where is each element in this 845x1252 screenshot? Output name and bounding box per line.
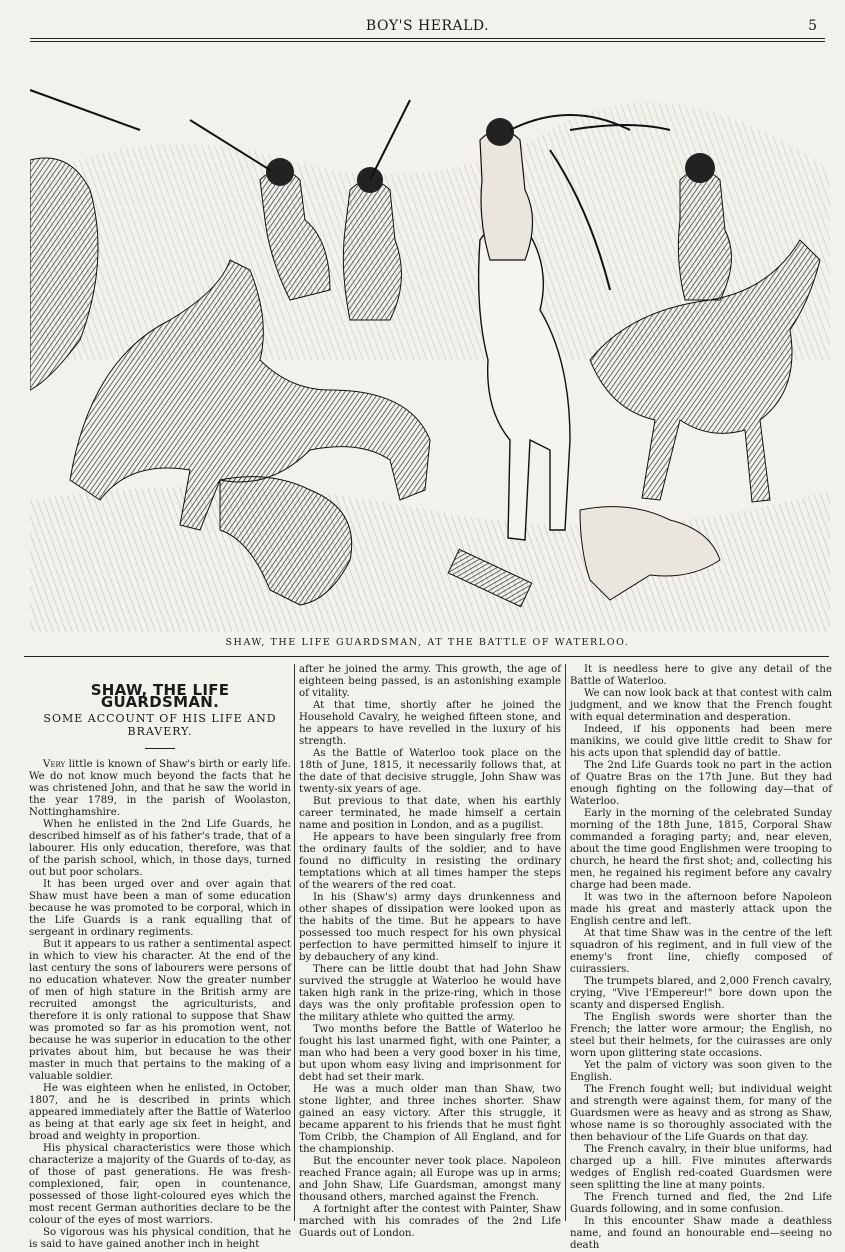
paragraph: It has been urged over and over again that Shaw must have been a man of some education because he was promoted to be corporal, which in the Life Guards is a rank equalling that of sergeant in ordinary regiments. bbox=[29, 879, 291, 938]
paragraph: A fortnight after the contest with Painter, Shaw marched with his comrades of the 2nd Life Guards out of London. bbox=[299, 1204, 561, 1239]
section-divider bbox=[24, 656, 829, 657]
paragraph: But previous to that date, when his earthly career terminated, he made himself a certain name and position in London, and as a pugilist. bbox=[299, 796, 561, 831]
paragraph: It was two in the afternoon before Napoleon made his great and masterly attack upon the English centre and left. bbox=[570, 892, 832, 927]
paragraph: The French fought well; but individual weight and strength were against them, for many of the Guardsmen were as heavy and as strong as Shaw, whose name is so thoroughly associated with the then behaviour of the Life Guards on that day. bbox=[570, 1084, 832, 1143]
paragraph: The 2nd Life Guards took no part in the action of Quatre Bras on the 17th June. But they had enough fighting on the following day—that of Waterloo. bbox=[570, 760, 832, 807]
paragraph: But the encounter never took place. Napoleon reached France again; all Europe was up in arms; and John Shaw, Life Guardsman, amongst many thousand others, marched against the French. bbox=[299, 1156, 561, 1203]
paragraph: It is needless here to give any detail of the Battle of Waterloo. bbox=[570, 664, 832, 687]
paragraph: Indeed, if his opponents had been mere manikins, we could give little credit to Shaw for his acts upon that splendid day of battle. bbox=[570, 724, 832, 759]
column-rule bbox=[565, 664, 566, 1221]
masthead bbox=[30, 14, 825, 42]
paragraph: In this encounter Shaw made a deathless name, and found an honourable end—seeing no death bbox=[570, 1216, 832, 1251]
paragraph: So vigorous was his physical condition, that he is said to have gained another inch in height bbox=[29, 1227, 291, 1250]
article-column-1 bbox=[29, 664, 291, 1251]
paragraph: The trumpets blared, and 2,000 French cavalry, crying, "Vive l'Empereur!" bore down upon the scanty and dispersed English. bbox=[570, 976, 832, 1011]
paragraph: after he joined the army. This growth, the age of eighteen being passed, is an astonishing example of vitality. bbox=[299, 664, 561, 699]
title-rule bbox=[145, 748, 175, 749]
paragraph: Early in the morning of the celebrated Sunday morning of the 18th June, 1815, Corporal Shaw commanded a foraging party; and, near eleven, about the time good Englishmen were trooping to church, he heard the first shot; and, collecting his men, he regained his regiment before any cavalry charge had been made. bbox=[570, 808, 832, 891]
paragraph: As the Battle of Waterloo took place on the 18th of June, 1815, it necessarily follows that, at the date of that decisive struggle, John Shaw was twenty-six years of age. bbox=[299, 748, 561, 795]
article-subtitle: SOME ACCOUNT OF HIS LIFE AND BRAVERY. bbox=[43, 712, 277, 738]
paragraph: We can now look back at that contest with calm judgment, and we know that the French fought with equal determination and desperation. bbox=[570, 688, 832, 723]
paragraph: But it appears to us rather a sentimental aspect in which to view his character. At the end of the last century the sons of labourers were persons of no education whatever. Now the greater number of men of high stature in the British army are recruited amongst the agriculturists, and therefore it is only rational to suppose that Shaw was promoted so far as his promotion went, not because he was superior in education to the other privates about him, but because he was their master in much that pertains to the making of a valuable soldier. bbox=[29, 939, 291, 1082]
paragraph: Two months before the Battle of Waterloo he fought his last unarmed fight, with one Painter, a man who had been a very good boxer in his time, but upon whom easy living and imprisonment for debt had set their mark. bbox=[299, 1024, 561, 1083]
paragraph bbox=[29, 759, 291, 819]
paragraph-text: little is known of Shaw's birth or early life. We do not know much beyond the facts that he was christened John, and that he saw the world in the year 1789, in the parish of Woolaston, Nottinghamshire. bbox=[29, 759, 291, 818]
illustration-caption: SHAW, THE LIFE GUARDSMAN, AT THE BATTLE OF WATERLOO. bbox=[225, 637, 630, 648]
paragraph: There can be little doubt that had John Shaw survived the struggle at Waterloo he would have taken high rank in the prize-ring, which in those days was the only profitable profession open to the military athlete who quitted the army. bbox=[299, 964, 561, 1023]
paragraph: Yet the palm of victory was soon given to the English. bbox=[570, 1060, 832, 1083]
column-rule bbox=[294, 664, 295, 1221]
article-title: SHAW, THE LIFE GUARDSMAN. bbox=[90, 681, 230, 711]
paragraph: When he enlisted in the 2nd Life Guards, he described himself as of his father's trade, that of a labourer. His only education, therefore, was that of the parish school, which, in those days, turned out but poor scholars. bbox=[29, 819, 291, 878]
article-column-3 bbox=[570, 664, 832, 1252]
masthead-rule-thin bbox=[30, 41, 825, 42]
masthead-rule bbox=[30, 38, 825, 39]
paragraph: The English swords were shorter than the French; the latter wore armour; the English, no steel but their helmets, for the cuirasses are only worn upon glittering state occasions. bbox=[570, 1012, 832, 1059]
page-number: 5 bbox=[808, 18, 817, 34]
paragraph: He appears to have been singularly free from the ordinary faults of the soldier, and to have found no difficulty in resisting the ordinary temptations which at all times hamper the steps of the wearers of the red coat. bbox=[299, 832, 561, 891]
paragraph: The French cavalry, in their blue uniforms, had charged up a hill. Five minutes afterwards wedges of English red-coated Guardsmen were seen splitting the line at many points. bbox=[570, 1144, 832, 1191]
paragraph: At that time, shortly after he joined the Household Cavalry, he weighed fifteen stone, and he appears to have revelled in the luxury of his strength. bbox=[299, 700, 561, 747]
paragraph: He was a much older man than Shaw, two stone lighter, and three inches shorter. Shaw gained an easy victory. After this struggle, it became apparent to his friends that he must fight Tom Cribb, the Champion of All England, and for the championship. bbox=[299, 1084, 561, 1155]
publication-title: BOY'S HERALD. bbox=[365, 18, 490, 34]
paragraph: At that time Shaw was in the centre of the left squadron of his regiment, and in full view of the enemy's front line, chiefly composed of cuirassiers. bbox=[570, 928, 832, 975]
lead-word: Very bbox=[43, 759, 66, 770]
paragraph: He was eighteen when he enlisted, in October, 1807, and he is described in prints which appeared immediately after the Battle of Waterloo as being at that early age six feet in height, and broad and weighty in proportion. bbox=[29, 1083, 291, 1142]
paragraph: In his (Shaw's) army days drunkenness and other shapes of dissipation were looked upon as the habits of the time. But he appears to have possessed too much respect for his own physical perfection to have permitted himself to injure it by debauchery of any kind. bbox=[299, 892, 561, 963]
paragraph: His physical characteristics were those which characterize a majority of the Guards of to-day, as of those of past generations. He was fresh-complexioned, fair, open in countenance, possessed of those light-coloured eyes which the most recent German authorities declare to be the colour of the eyes of most warriors. bbox=[29, 1143, 291, 1226]
article-column-2 bbox=[299, 664, 561, 1240]
paragraph: The French turned and fled, the 2nd Life Guards following, and in some confusion. bbox=[570, 1192, 832, 1215]
battle-engraving-illustration bbox=[30, 60, 830, 632]
